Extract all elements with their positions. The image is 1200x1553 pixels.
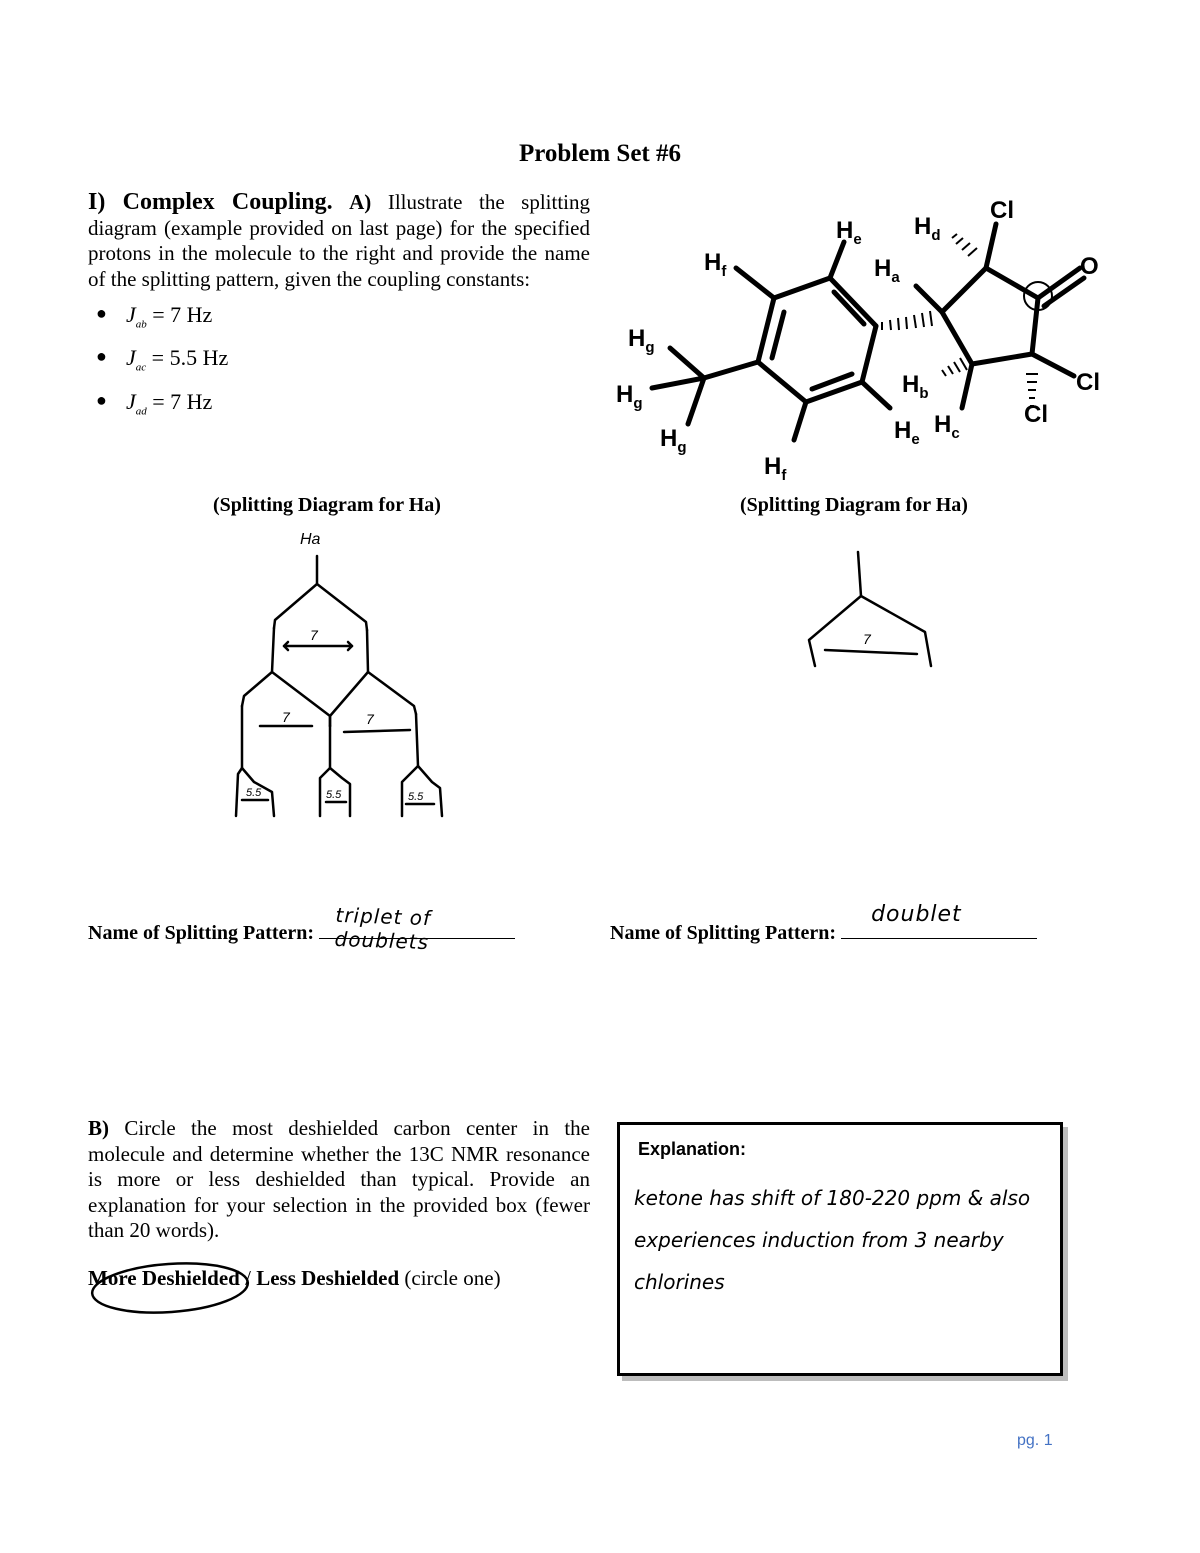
label-hg-3: $H_g$ — [660, 425, 687, 456]
label-hd: $H_d$ — [914, 213, 941, 244]
label-cl-bottom: Cl — [1024, 401, 1048, 428]
splitting-pattern-answer-field-right[interactable] — [841, 902, 1037, 939]
splitting-pattern-answer-field-left[interactable] — [319, 902, 515, 955]
left-j-label-4: 5.5 — [246, 787, 262, 799]
choice-circle-mark — [84, 1258, 264, 1318]
choice-separator: / — [239, 1266, 257, 1290]
splitting-diagram-right — [795, 540, 955, 680]
label-hf-top: $H_f$ — [704, 249, 727, 280]
part-a-instructions: Illustrate the splitting diagram (example provided on last page) for the specified protons in the molecule to the right and provide the name of the splitting pattern, given the coupling constants: — [88, 190, 591, 291]
label-hg-2: $H_g$ — [616, 381, 643, 412]
label-cl-top: Cl — [990, 197, 1014, 224]
label-hg-1: $H_g$ — [628, 325, 655, 356]
bullet-icon: ● — [96, 389, 107, 410]
coupling-constant-ab: ● $J_{ab} = 7$ Hz — [126, 298, 590, 341]
left-j-label-1: 7 — [310, 627, 318, 643]
part-a-heading: I) Complex Coupling. — [88, 189, 333, 215]
choice-less-deshielded[interactable]: Less Deshielded — [256, 1266, 400, 1290]
bullet-icon: ● — [96, 303, 107, 323]
choice-instruction: (circle one) — [399, 1266, 501, 1290]
coupling-constant-list — [88, 298, 590, 428]
page-number: pg. 1 — [1017, 1432, 1053, 1449]
molecule-structure — [600, 190, 1120, 490]
label-he-top: $H_e$ — [836, 217, 862, 248]
splitting-diagram-title-left: (Splitting Diagram for Ha) — [213, 494, 441, 516]
page-title: Problem Set #6 — [518, 140, 681, 167]
choice-more-deshielded[interactable]: More Deshielded — [88, 1266, 240, 1290]
splitting-pattern-right — [610, 902, 1037, 945]
splitting-pattern-label-left: Name of Splitting Pattern: — [88, 922, 315, 944]
explanation-label: Explanation: — [638, 1139, 747, 1159]
label-hf-bottom: $H_f$ — [764, 453, 787, 484]
label-hb: $H_b$ — [902, 371, 929, 402]
left-j-label-3: 7 — [366, 711, 374, 727]
left-j-label-5: 5.5 — [326, 789, 342, 801]
label-hc: $H_c$ — [934, 411, 960, 442]
part-a-section — [88, 190, 590, 428]
label-o: O — [1080, 253, 1099, 280]
coupling-constant-ad: ● $J_{ad} = 7$ Hz — [126, 385, 590, 428]
splitting-pattern-answer-right: doublet — [871, 902, 962, 927]
splitting-pattern-label-right: Name of Splitting Pattern: — [610, 922, 837, 944]
coupling-constant-ac: ● $J_{ac} = 5.5$ Hz — [126, 341, 590, 384]
part-b-label: B) — [88, 1116, 109, 1140]
splitting-pattern-answer-left: triplet of doublets — [334, 902, 432, 955]
left-j-label-2: 7 — [282, 709, 290, 725]
label-he-bottom: $H_e$ — [894, 417, 920, 448]
part-b-instructions: Circle the most deshielded carbon center in the molecule and determine whether the 13C NMR resonance is more or less deshielded than typical. Provide an explanation for your selection in the provided box (fewer than 20 words). — [88, 1116, 590, 1242]
label-ha: $H_a$ — [874, 255, 900, 286]
splitting-pattern-left — [88, 902, 515, 955]
explanation-answer: ketone has shift of 180-220 ppm & also experiences induction from 3 nearby chlorines — [634, 1186, 1031, 1294]
left-j-label-6: 5.5 — [408, 791, 424, 803]
splitting-diagram-left — [220, 520, 470, 830]
explanation-box[interactable] — [617, 1122, 1063, 1376]
part-a-label: A) — [349, 190, 372, 214]
splitting-diagram-title-right: (Splitting Diagram for Ha) — [740, 494, 968, 516]
bullet-icon: ● — [96, 346, 107, 367]
left-diagram-top-label: Ha — [300, 531, 321, 548]
label-cl-right: Cl — [1076, 369, 1100, 396]
right-j-label: 7 — [863, 631, 871, 647]
part-b-section — [88, 1116, 590, 1244]
